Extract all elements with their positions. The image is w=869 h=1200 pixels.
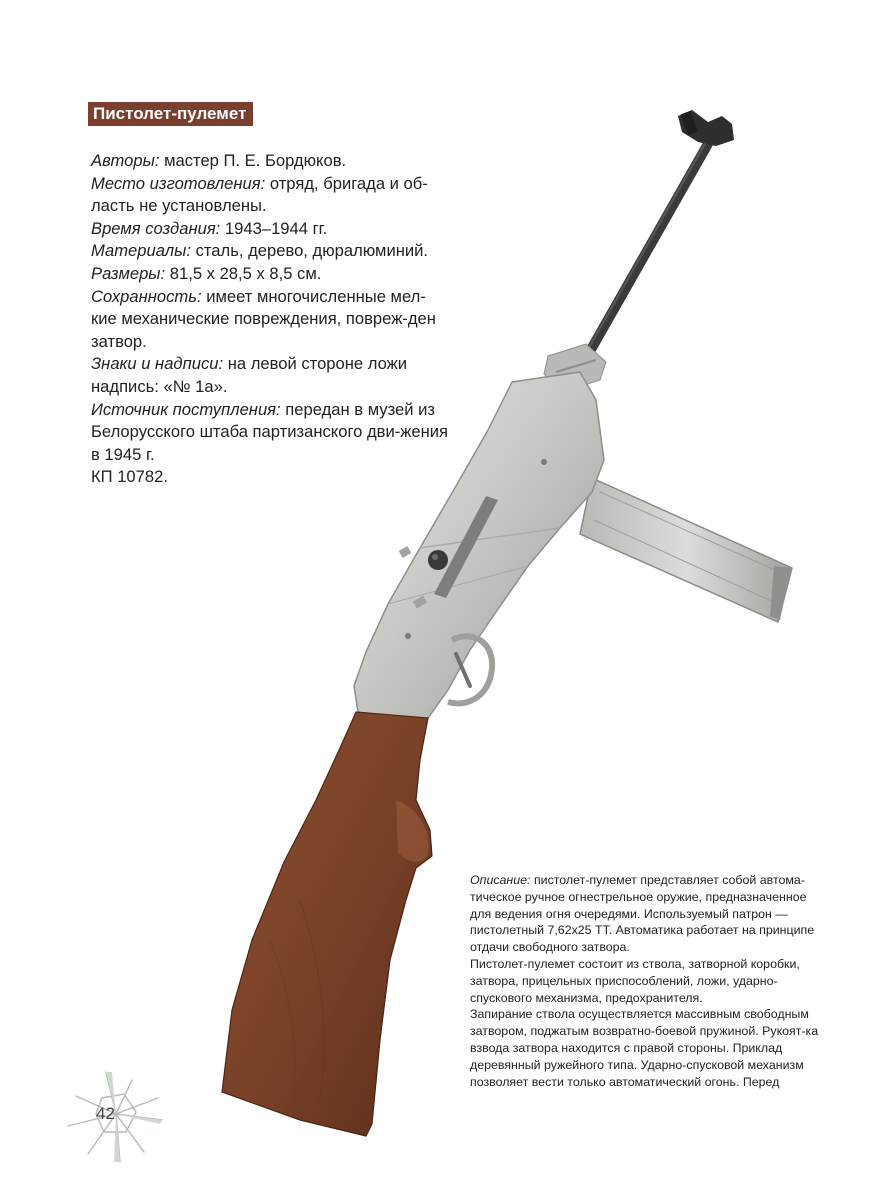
meta-place-value: отряд, бригада и об-ласть не установлены. bbox=[91, 173, 428, 216]
meta-marks-value: на левой стороне ложи надпись: «№ 1а». bbox=[91, 354, 408, 396]
shattered-glass-icon bbox=[66, 1068, 166, 1163]
meta-authors-value: мастер П. Е. Бордюков. bbox=[164, 151, 347, 170]
receiver bbox=[354, 372, 604, 720]
meta-size-key: Размеры: bbox=[91, 263, 166, 283]
wooden-stock bbox=[222, 712, 432, 1136]
meta-kp: КП 10782. bbox=[91, 467, 168, 487]
meta-condition-key: Сохранность: bbox=[91, 286, 202, 306]
description-paragraph-2: Пистолет-пулемет состоит из ствола, затворной коробки, затвора, прицельных приспособлений, ложи, ударно-спускового механизма, предохранителя. bbox=[470, 956, 800, 1005]
meta-size-value: 81,5 x 28,5 x 8,5 см. bbox=[169, 263, 322, 283]
meta-place-key: Место изготовления: bbox=[91, 173, 266, 193]
meta-authors-key: Авторы: bbox=[91, 151, 160, 170]
page-number-decoration bbox=[66, 1068, 166, 1163]
meta-condition-value: имеет многочисленные мел-кие механические повреждения, повреж-ден затвор. bbox=[91, 286, 436, 351]
meta-time-value: 1943–1944 гг. bbox=[224, 218, 328, 238]
meta-materials-value: сталь, дерево, дюралюминий. bbox=[195, 241, 429, 261]
meta-marks-key: Знаки и надписи: bbox=[91, 354, 224, 374]
magazine bbox=[580, 478, 792, 622]
section-title: Пистолет-пулемет bbox=[88, 102, 253, 126]
description-key: Описание: bbox=[470, 873, 531, 887]
meta-source-value: передан в музей из Белорусского штаба партизанского дви-жения в 1945 г. bbox=[91, 399, 449, 464]
page-number: 42 bbox=[96, 1104, 115, 1123]
meta-source-key: Источник поступления: bbox=[91, 399, 281, 419]
description-paragraph-1 bbox=[470, 872, 830, 956]
description-block bbox=[470, 872, 830, 1090]
description-text-1: пистолет-пулемет представляет собой автома-тическое ручное огнестрельное оружие, предназначенное для ведения огня очередями. Используемый патрон — пистолетный 7,62x25 ТТ. Автоматика работает на принципе отдачи свободного затвора. bbox=[470, 873, 815, 955]
barrel bbox=[583, 133, 713, 360]
meta-time-key: Время создания: bbox=[91, 218, 221, 238]
meta-materials-key: Материалы: bbox=[91, 241, 191, 261]
muzzle-front-sight bbox=[678, 110, 734, 146]
description-paragraph-3: Запирание ствола осуществляется массивным свободным затвором, поджатым возвратно-боевой пружиной. Рукоят-ка взвода затвора находится с правой стороны. Приклад деревянный ружейного типа. Ударно-спусковой механизм позволяет вести только автоматический огонь. Перед bbox=[470, 1007, 819, 1089]
